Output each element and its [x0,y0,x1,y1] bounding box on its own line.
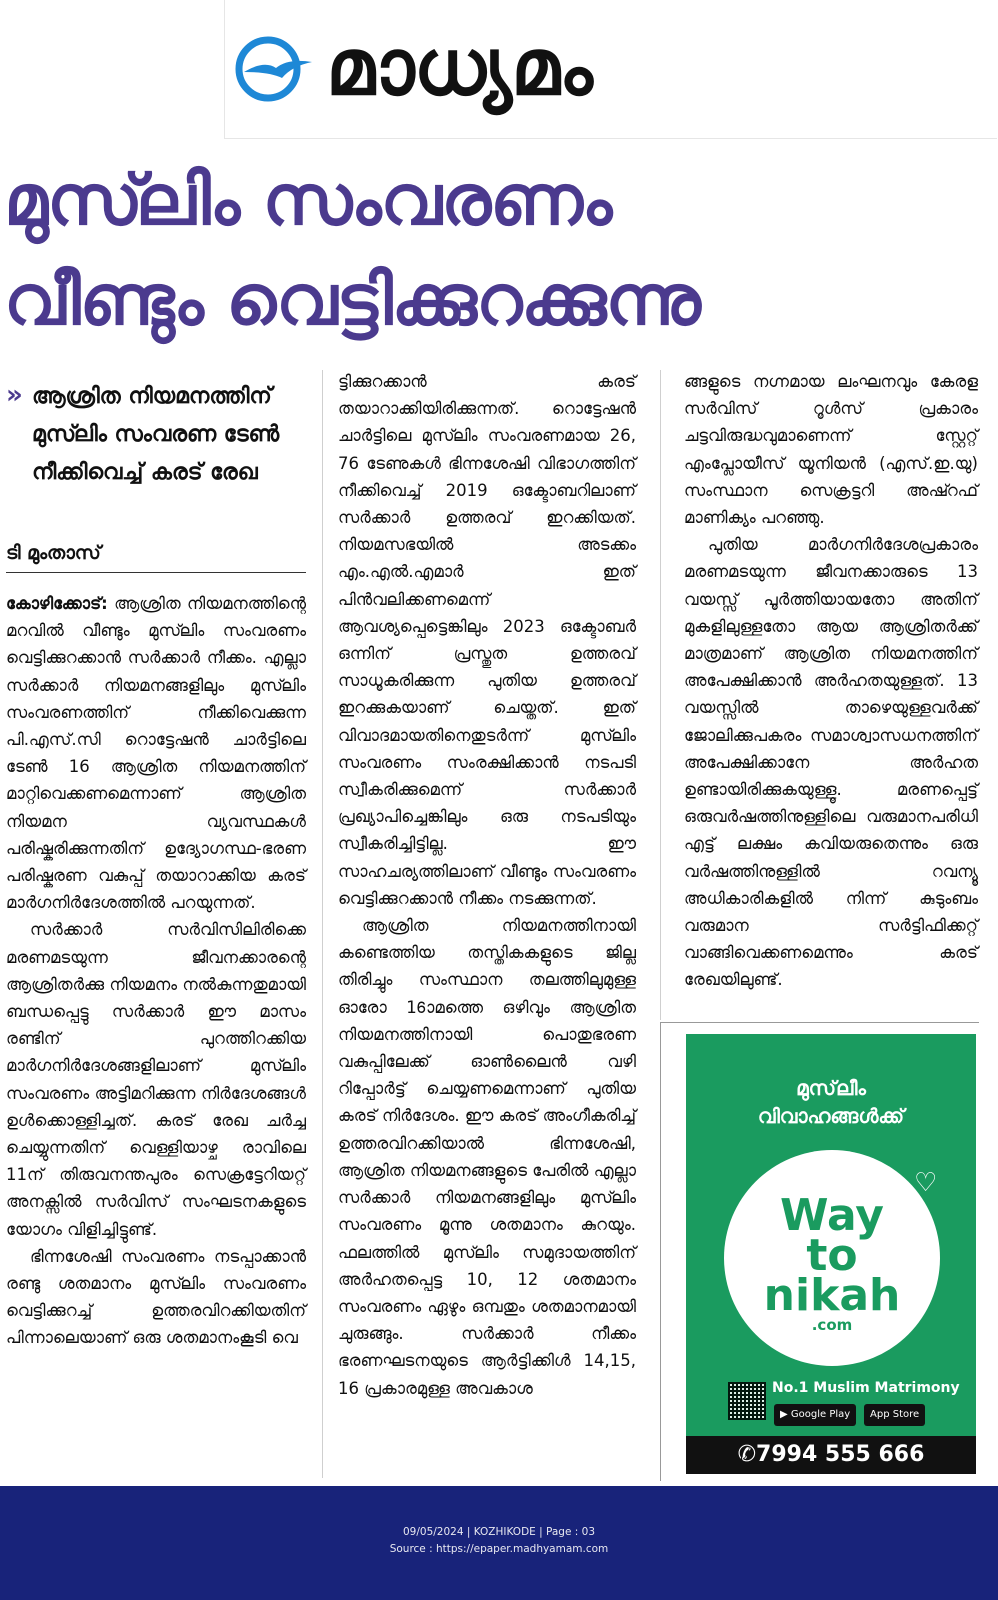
masthead-logo-text: മാധ്യമം [326,22,592,113]
ad-brand-word: to [806,1230,858,1281]
ad-brand-word: nikah [763,1270,901,1321]
headline-line-1: മുസ്‍ലിം സംവരണം [4,159,612,241]
google-play-badge[interactable] [774,1404,856,1426]
app-store-label: App Store [870,1409,920,1420]
article-column-3 [684,368,978,994]
dateline: കോഴിക്കോട്: [6,594,108,613]
article-column-1 [6,590,306,1352]
ad-brand-logo [724,1190,940,1334]
whatsapp-icon: ✆ [737,1442,757,1467]
chevron-right-icon: » [6,380,23,410]
headline-line-2: വീണ്ടും വെട്ടിക്കുറക്കുന്നു [4,259,700,341]
article-paragraph: ഭിന്നശേഷി സംവരണം നടപ്പാക്കാൻ രണ്ടു ശതമാനം മുസ്‍ലിം സംവരണം വെട്ടിക്കുറച്ച് ഉത്തരവിറക്കിയതിന് പിന്നാലെയാണ് ഒരു ശതമാനംകൂടി വെ [6,1246,306,1348]
deck [6,378,306,492]
google-play-label: Google Play [790,1409,851,1420]
article-text: ആശ്രിത നിയമനത്തിന്റെ മറവിൽ വീണ്ടും മുസ്‍ലിം സംവരണം വെട്ടിക്കുറക്കാൻ സർക്കാർ നീക്കം. എല്ലാ സർക്കാർ നിയമനങ്ങളിലും മുസ്‍ലിം സംവരണത്തിന് നീക്കിവെക്കുന്ന പി.എസ്.സി റൊട്ടേഷൻ ചാർട്ടിലെ ടേൺ 16 ആശ്രിത നിയമനത്തിന് മാറ്റിവെക്കണമെന്നാണ് ആശ്രിത നിയമന വ്യവസ്ഥകൾ പരിഷ്കരിക്കുന്നതിന് ഉദ്യോഗസ്ഥ-ഭരണ പരിഷ്കരണ വകുപ്പ് തയാറാക്കിയ കരട് മാർഗനിർദേശത്തിൽ പറയുന്നത്. [6,594,306,913]
ad-title-line: മുസ്‌ലീം [796,1076,866,1100]
bird-logo-icon [230,36,314,102]
app-store-badge[interactable] [864,1404,925,1426]
article-paragraph: ങ്ങളുടെ നഗ്നമായ ലംഘനവും കേരള സർവിസ് റൂൾസ് പ്രകാരം ചട്ടവിരുദ്ധവുമാണെന്ന് സ്റ്റേറ്റ് എംപ്ലോയീസ് യൂനിയൻ (എസ്.ഇ.യു) സംസ്ഥാന സെക്രട്ടറി അഷ്റഫ് മാണിക്യം പറഞ്ഞു. [684,372,978,528]
footer-bar [0,1486,998,1600]
ad-brand-word: Way [780,1190,884,1241]
article-paragraph [6,590,306,916]
qr-code-icon [728,1382,766,1420]
footer-source-link[interactable]: Source : https://epaper.madhyamam.com [389,1543,609,1555]
article-paragraph: പുതിയ മാർഗനിർദേശപ്രകാരം മരണമടയുന്ന ജീവനക്കാരുടെ 13 വയസ്സ് പൂർത്തിയായതോ അതിന് മുകളിലുള്ളതോ ആയ ആശ്രിതർക്ക് മാത്രമാണ് ആശ്രിത നിയമനത്തിന് അപേക്ഷിക്കാൻ അർഹതയുള്ളത്. 13 വയസ്സിൽ താഴെയുള്ളവർക്ക് ജോലിക്കുപകരം സമാശ്വാസധനത്തിന് അപേക്ഷിക്കാനേ അർഹത ഉണ്ടായിരിക്കുകയുള്ളൂ. മരണപ്പെട്ട് ഒരുവർഷത്തിനുള്ളിലെ വരുമാനപരിധി എട്ട് ലക്ഷം കവിയരുതെന്നും ഒരു വർഷത്തിനുള്ളിൽ റവന്യൂ അധികാരികളിൽ നിന്ന് കുടുംബം വരുമാന സർട്ടിഫിക്കറ്റ് വാങ്ങിവെക്കണമെന്നും കരട് രേഖയിലുണ്ട്. [684,535,978,990]
ad-brand-circle [724,1150,940,1366]
ad-brand-domain: .com [811,1316,853,1334]
ad-tagline: No.1 Muslim Matrimony [772,1380,960,1396]
play-icon: ▶ [780,1409,788,1420]
ad-phone[interactable] [686,1436,976,1474]
column-divider-2 [660,370,661,1020]
masthead [0,0,998,140]
article-paragraph: ആശ്രിത നിയമനത്തിനായി കണ്ടെത്തിയ തസ്തികകളുടെ ജില്ല തിരിച്ചും സംസ്ഥാന തലത്തിലുമുള്ള ഓരോ 16ാമത്തെ ഒഴിവും ആശ്രിത നിയമനത്തിനായി പൊതുഭരണ വകുപ്പിലേക്ക് ഓൺലൈൻ വഴി റിപ്പോർട്ട് ചെയ്യണമെന്നാണ് പുതിയ കരട് നിർദേശം. ഈ കരട് അംഗീകരിച്ച് ഉത്തരവിറക്കിയാൽ ഭിന്നശേഷി, ആശ്രിത നിയമനങ്ങളുടെ പേരിൽ എല്ലാ സർക്കാർ നിയമനങ്ങളിലും മുസ്‍ലിം സംവരണം മൂന്നു ശതമാനം കുറയും. ഫലത്തിൽ മുസ്‍ലിം സമുദായത്തിന് അർഹതപ്പെട്ട 10, 12 ശതമാനം സംവരണം ഏഴും ഒമ്പതും ശതമാനമായി ചുരുങ്ങും. സർക്കാർ നീക്കം ഭരണഘടനയുടെ ആർട്ടിക്കിൾ 14,15, 16 പ്രകാരമുള്ള അവകാശ [338,916,636,1398]
matrimony-ad[interactable] [686,1034,976,1474]
headline [4,150,994,350]
article-paragraph: സർക്കാർ സർവിസിലിരിക്കെ മരണമടയുന്ന ജീവനക്കാരന്റെ ആശ്രിതർക്കു നിയമനം നൽകുന്നതുമായി ബന്ധപ്പെട്ടു സർക്കാർ ഈ മാസം രണ്ടിന് പുറത്തിറക്കിയ മാർഗനിർദേശങ്ങളിലാണ് മുസ്‍ലിം സംവരണം അട്ടിമറിക്കുന്ന നിർദേശങ്ങൾ ഉൾക്കൊള്ളിച്ചത്. കരട് രേഖ ചർച്ച ചെയ്യുന്നതിന് വെള്ളിയാഴ്ച രാവിലെ 11ന് തിരുവനന്തപുരം സെക്രട്ടേറിയറ്റ് അനക്സിൽ സർവിസ് സംഘടനകളുടെ യോഗം വിളിച്ചിട്ടുണ്ട്. [6,920,306,1239]
ad-phone-number: 7994 555 666 [756,1442,925,1467]
article-paragraph: ട്ടിക്കുറക്കാൻ കരട് തയാറാക്കിയിരിക്കുന്നത്. റൊട്ടേഷൻ ചാർട്ടിലെ മുസ്‍ലിം സംവരണമായ 26, 76 ടേണുകൾ ഭിന്നശേഷി വിഭാഗത്തിന് നീക്കിവെച്ച് 2019 ഒക്ടോബറിലാണ് സർക്കാർ ഉത്തരവ് ഇറക്കിയത്. നിയമസഭയിൽ അടക്കം എം.എൽ.എമാർ ഇത് പിൻവലിക്കണമെന്ന് ആവശ്യപ്പെട്ടെങ്കിലും 2023 ഒക്ടോബർ ഒന്നിന് പ്രസ്തുത ഉത്തരവ് സാധൂകരിക്കുന്ന പുതിയ ഉത്തരവ് ഇറക്കുകയാണ് ചെയ്തത്. ഇത് വിവാദമായതിനെതുടർന്ന് മുസ്‍ലിം സംവരണം സംരക്ഷിക്കാൻ നടപടി സ്വീകരിക്കുമെന്ന് സർക്കാർ പ്രഖ്യാപിച്ചെങ്കിലും ഒരു നടപടിയും സ്വീകരിച്ചിട്ടില്ല. ഈ സാഹചര്യത്തിലാണ് വീണ്ടും സംവരണം വെട്ടിക്കുറക്കാൻ നീക്കം നടക്കുന്നത്. [338,372,636,908]
column-divider-1 [322,370,323,1478]
footer-date-page: 09/05/2024 | KOZHIKODE | Page : 03 [403,1526,595,1538]
ad-title-line: വിവാഹങ്ങൾക്ക് [757,1104,905,1128]
ad-title [686,1074,976,1130]
deck-text: ആശ്രിത നിയമനത്തിന് മുസ്‍ലിം സംവരണ ടേൺ നീക്കിവെച്ച് കരട് രേഖ [32,384,280,485]
article-column-2 [338,368,636,1402]
byline: ടി മുംതാസ് [6,542,306,573]
heart-icon: ♡ [914,1168,938,1198]
